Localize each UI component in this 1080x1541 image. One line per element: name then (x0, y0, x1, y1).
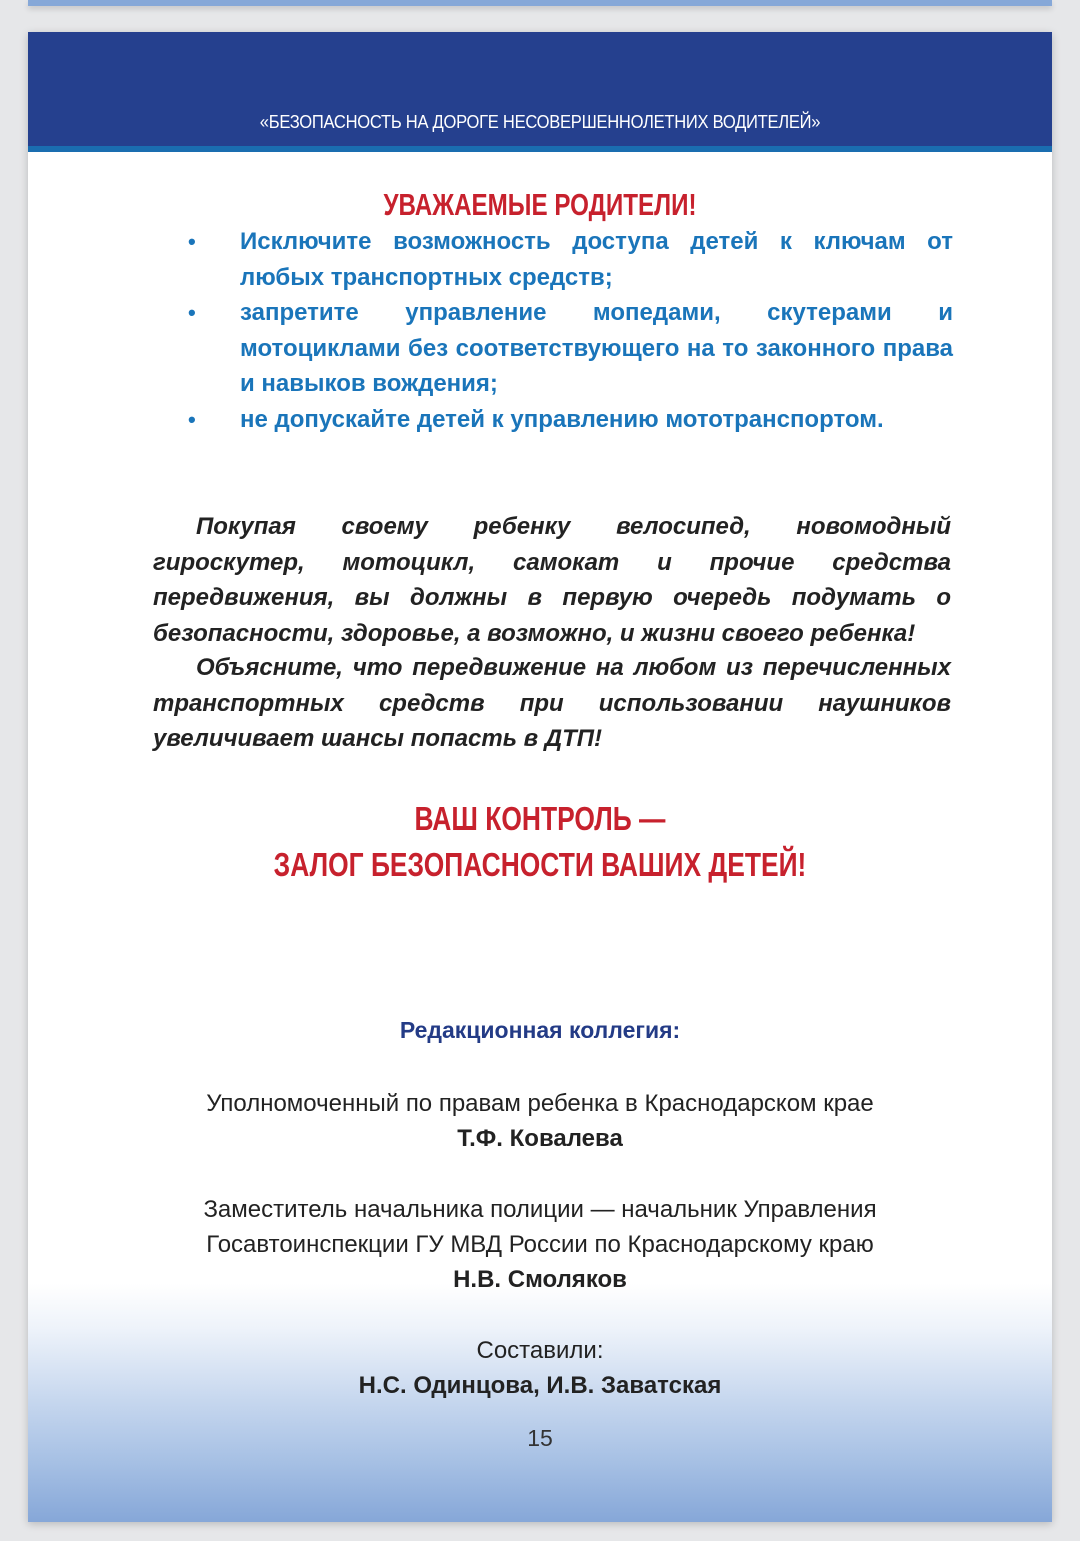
header-title: «БЕЗОПАСНОСТЬ НА ДОРОГЕ НЕСОВЕРШЕННОЛЕТНИХ ВОДИТЕЛЕЙ» (259, 112, 821, 132)
bullet-item (188, 402, 953, 438)
compiled-names: Н.С. Одинцова, И.В. Заватская (358, 1372, 722, 1399)
editorial-member (28, 1192, 1052, 1297)
appeal-bullet-list (188, 224, 953, 437)
member-name: Т.Ф. Ковалева (457, 1125, 623, 1152)
member-role: Госавтоинспекции ГУ МВД России по Краснодарскому краю (206, 1231, 874, 1258)
paragraph-purchase: Покупая своему ребенку велосипед, новомодный гироскутер, мотоцикл, самокат и прочие средства передвижения, вы должны в первую очередь подумать о безопасности, здоровье, а возможно, и жизни своего ребенка! (153, 513, 951, 647)
appeal-heading: УВАЖАЕМЫЕ РОДИТЕЛИ! (383, 187, 697, 222)
slogan-line-1: ВАШ КОНТРОЛЬ — (414, 800, 666, 837)
bullet-item (188, 224, 953, 295)
bullet-text: не допускайте детей к управлению мототранспортом. (240, 405, 884, 433)
member-role: Заместитель начальника полиции — начальник Управления (203, 1196, 877, 1223)
document-page (28, 32, 1052, 1522)
editorial-heading: Редакционная коллегия: (399, 1017, 681, 1043)
compilers (28, 1333, 1052, 1403)
previous-page-edge (28, 0, 1052, 6)
page-number: 15 (527, 1425, 553, 1451)
bullet-item (188, 295, 953, 402)
slogan-line-2: ЗАЛОГ БЕЗОПАСНОСТИ ВАШИХ ДЕТЕЙ! (273, 846, 807, 883)
member-role: Уполномоченный по правам ребенка в Краснодарском крае (206, 1090, 874, 1117)
bullet-text: Исключите возможность доступа детей к ключам от любых транспортных средств; (240, 228, 953, 291)
paragraph-headphones: Объясните, что передвижение на любом из перечисленных транспортных средств при использовании наушников увеличивает шансы попасть в ДТП! (153, 654, 951, 752)
bullet-icon: • (188, 229, 196, 254)
bullet-icon: • (188, 406, 196, 432)
compiled-label: Составили: (476, 1337, 604, 1364)
editorial-member (28, 1086, 1052, 1156)
bullet-icon: • (188, 300, 196, 325)
member-name: Н.В. Смоляков (453, 1266, 627, 1293)
header-band (28, 32, 1052, 152)
bullet-text: запретите управление мопедами, скутерами и мотоциклами без соответствующего на то законного права и навыков вождения; (240, 299, 953, 397)
